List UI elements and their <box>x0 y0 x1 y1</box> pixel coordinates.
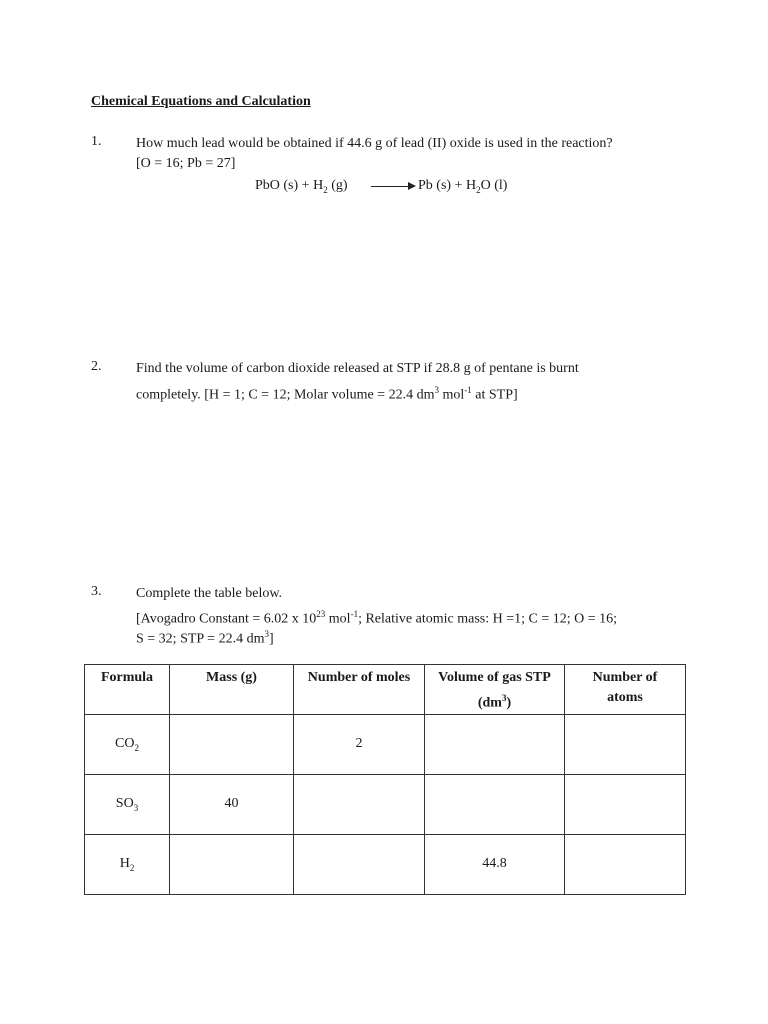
question-3-data-line1: [Avogadro Constant = 6.02 x $10^{23}$ mol$^{-1}$; Relative atomic mass: H =1; C = 12; O = 16; <box>136 609 618 627</box>
cell-moles[interactable] <box>294 774 425 834</box>
table-row <box>85 714 686 774</box>
table-row <box>85 834 686 894</box>
cell-volume[interactable] <box>425 714 565 774</box>
question-2-text: Find the volume of carbon dioxide released at STP if 28.8 g of pentane is burnt <box>136 361 579 376</box>
question-2-data: completely. [H = 1; C = 12; Molar volume = 22.4 $dm^3$ mol$^{-1}$ at STP] <box>136 385 518 403</box>
page-title: Chemical Equations and Calculation <box>91 94 311 109</box>
cell-formula: $SO_3$ <box>85 774 170 834</box>
cell-atoms[interactable] <box>565 714 686 774</box>
table-header-row <box>85 665 686 715</box>
cell-atoms[interactable] <box>565 834 686 894</box>
cell-mass[interactable] <box>170 834 294 894</box>
header-mass: Mass (g) <box>170 665 294 715</box>
cell-moles[interactable]: 2 <box>294 714 425 774</box>
cell-mass[interactable] <box>170 714 294 774</box>
header-formula: Formula <box>85 665 170 715</box>
question-2-number: 2. <box>91 359 102 374</box>
question-1-data: [O = 16; Pb = 27] <box>136 156 236 171</box>
question-3-text: Complete the table below. <box>136 586 283 601</box>
header-volume: Volume of gas STP $(dm^3)$ <box>425 665 565 715</box>
cell-volume[interactable] <box>425 774 565 834</box>
cell-moles[interactable] <box>294 834 425 894</box>
cell-mass[interactable]: 40 <box>170 774 294 834</box>
equation-reactants: PbO $(s) + H_2$ (g) <box>255 178 348 195</box>
reaction-arrow-head <box>408 182 416 190</box>
data-table <box>84 664 686 895</box>
header-atoms: Number of atoms <box>565 665 686 715</box>
reaction-arrow <box>371 186 413 187</box>
question-3-data-line2: S = 32; STP = 22.4 $dm^3$] <box>136 629 274 647</box>
question-3-number: 3. <box>91 584 102 599</box>
question-1-text: How much lead would be obtained if 44.6 g of lead (II) oxide is used in the reaction? <box>136 136 613 151</box>
header-moles: Number of moles <box>294 665 425 715</box>
equation-products: Pb $(s) + H_2O$ (l) <box>418 178 508 195</box>
cell-volume[interactable]: 44.8 <box>425 834 565 894</box>
cell-atoms[interactable] <box>565 774 686 834</box>
table-row <box>85 774 686 834</box>
question-1-number: 1. <box>91 134 102 149</box>
cell-formula: $CO_2$ <box>85 714 170 774</box>
cell-formula: $H_2$ <box>85 834 170 894</box>
